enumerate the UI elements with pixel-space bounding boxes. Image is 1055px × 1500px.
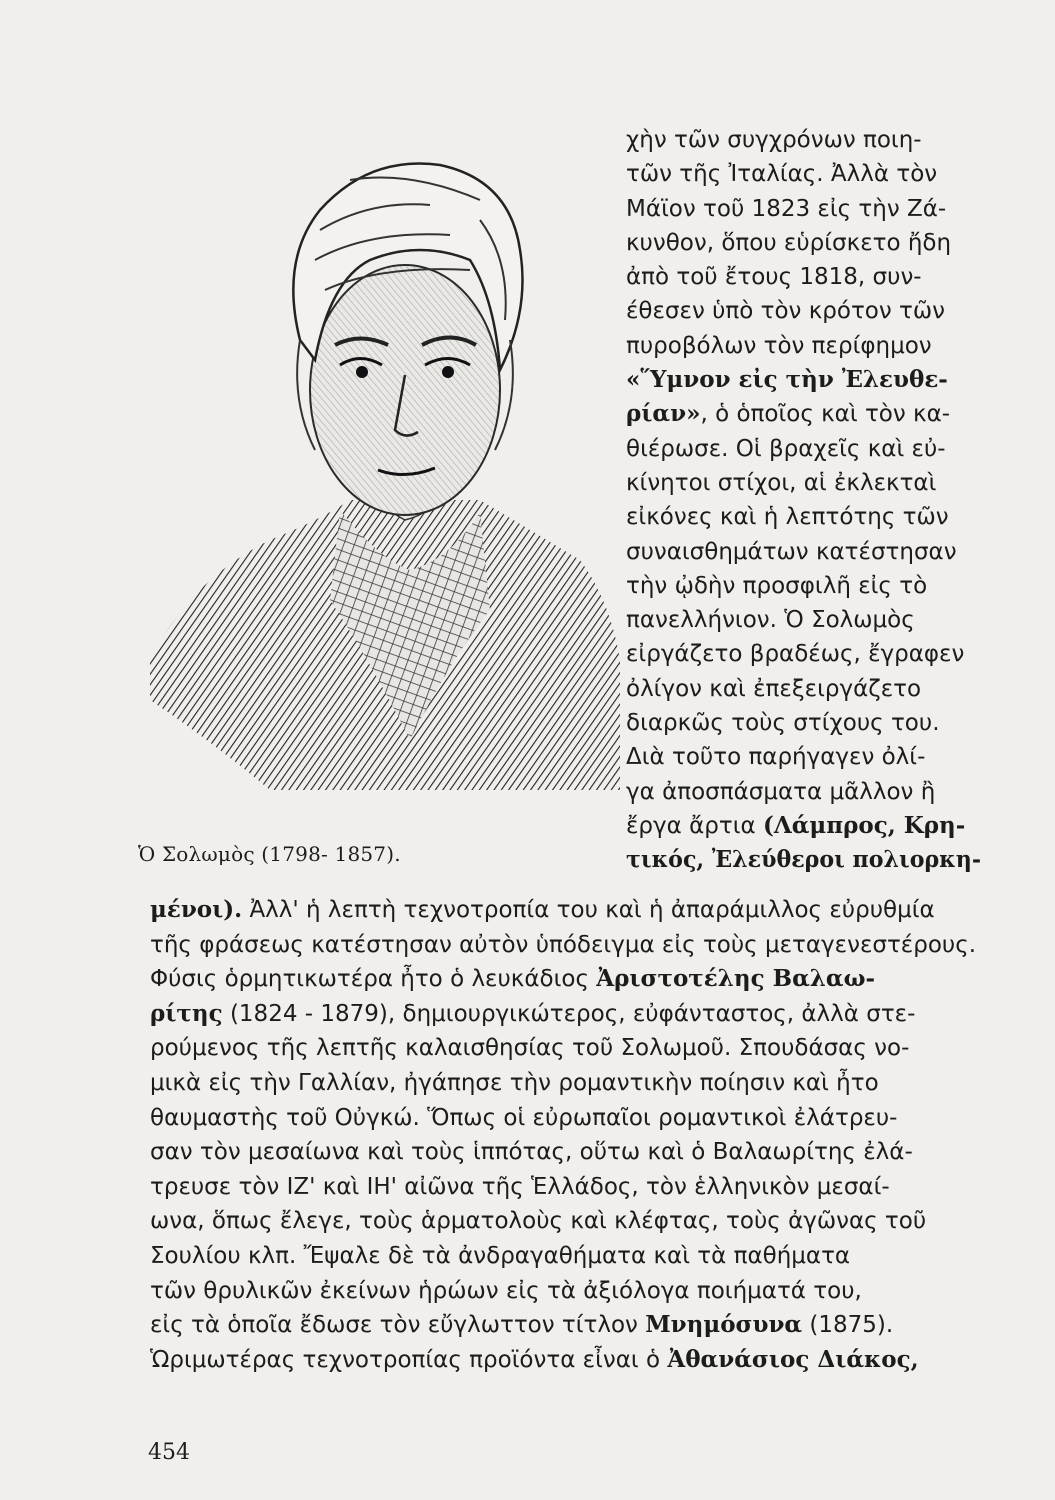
text-run: τρευσε τὸν ΙΖ' καὶ ΙΗ' αἰῶνα τῆς Ἑλλάδος, τὸν ἑλληνικὸν μεσαί- <box>150 1173 890 1200</box>
text-line <box>626 672 981 706</box>
text-run: (1824 - 1879), δημιουργικώτερος, εὐφάνταστος, ἀλλὰ στε- <box>222 1000 916 1027</box>
portrait-engraving <box>150 140 620 840</box>
text-run: ἀπὸ τοῦ ἔτους 1818, συν- <box>626 264 922 291</box>
full-width-text <box>150 893 982 1377</box>
text-line <box>626 535 981 569</box>
text-run: Διὰ τοῦτο παρήγαγεν ὀλί- <box>626 744 926 771</box>
text-line <box>626 432 981 466</box>
text-run: εἰργάζετο βραδέως, ἔγραφεν <box>626 641 965 668</box>
text-run: τῆς φράσεως κατέστησαν αὐτὸν ὑπόδειγμα εἰς τοὺς μεταγενεστέρους. <box>150 931 977 958</box>
text-line <box>150 1031 982 1066</box>
text-run: χὴν τῶν συγχρόνων ποιη- <box>626 127 922 153</box>
text-run: ὀλίγον καὶ ἐπεξειργάζετο <box>626 675 922 702</box>
text-run: διαρκῶς τοὺς στίχους του. <box>626 710 940 737</box>
text-run: Ἀλλ' ἡ λεπτὴ τεχνοτροπία του καὶ ἡ ἀπαράμιλλος εὐρυθμία <box>242 897 935 923</box>
text-line <box>626 294 981 328</box>
text-run: τὴν ᾠδὴν προσφιλῆ εἰς τὸ <box>626 572 928 599</box>
text-line <box>626 192 981 226</box>
bold-text: ρίτης <box>150 999 223 1027</box>
bold-text: τικός, Ἐλεύθεροι πολιορκη- <box>626 846 982 874</box>
text-run: μικὰ εἰς τὴν Γαλλίαν, ἠγάπησε τὴν ρομαντικὴν ποίησιν καὶ ἦτο <box>150 1069 879 1096</box>
text-line <box>626 843 982 877</box>
text-run: Σουλίου κλπ. Ἔψαλε δὲ τὰ ἀνδραγαθήματα καὶ τὰ παθήματα <box>150 1242 851 1269</box>
text-run: κίνητοι στίχοι, αἱ ἐκλεκταὶ <box>626 469 937 496</box>
text-run: γα ἀποσπάσματα μᾶλλον ἢ <box>626 778 936 805</box>
text-run: εἰς τὰ ὁποῖα ἔδωσε τὸν εὔγλωττον τίτλον <box>150 1312 646 1339</box>
text-line <box>626 706 981 740</box>
bold-text: ρίαν» <box>626 400 701 428</box>
text-run: Μάϊον τοῦ 1823 εἰς τὴν Ζά- <box>626 195 947 222</box>
right-column-text <box>626 123 981 878</box>
text-line <box>626 775 981 809</box>
bold-text: «Ὕμνον εἰς τὴν Ἐλευθε- <box>626 366 948 394</box>
text-run: ἔργα ἄρτια <box>626 812 763 839</box>
text-line <box>150 1135 982 1170</box>
text-line <box>150 1204 982 1239</box>
portrait-caption: Ὁ Σολωμὸς (1798- 1857). <box>138 842 401 866</box>
text-run: πανελλήνιον. Ὁ Σολωμὸς <box>626 607 915 634</box>
text-line <box>150 1274 982 1309</box>
text-line <box>626 740 981 774</box>
text-line <box>150 1170 982 1205</box>
text-run: θιέρωσε. Οἱ βραχεῖς καὶ εὐ- <box>626 435 946 462</box>
text-run: σαν τὸν μεσαίωνα καὶ τοὺς ἱππότας, οὕτω καὶ ὁ Βαλαωρίτης ἐλά- <box>150 1139 913 1166</box>
text-run: τῶν θρυλικῶν ἐκείνων ἡρώων εἰς τὰ ἀξιόλογα ποιήματά του, <box>150 1277 862 1304</box>
bold-text: Ἀριστοτέλης Βαλαω- <box>596 965 876 993</box>
text-run: πυροβόλων τὸν περίφημον <box>626 332 932 359</box>
text-line <box>626 123 981 157</box>
text-line <box>150 1343 982 1378</box>
text-run: εἰκόνες καὶ ἡ λεπτότης τῶν <box>626 504 949 531</box>
text-run: συναισθημάτων κατέστησαν <box>626 538 957 565</box>
text-line <box>150 1101 982 1136</box>
text-line <box>150 1308 982 1343</box>
bold-text: Μνημόσυνα <box>645 1311 803 1339</box>
bold-text: μένοι). <box>150 896 243 923</box>
text-line <box>626 329 981 363</box>
text-line <box>626 397 981 431</box>
text-run: Φύσις ὁρμητικωτέρα ἦτο ὁ λευκάδιος <box>150 966 597 993</box>
text-line <box>626 500 981 534</box>
text-line <box>150 1066 982 1101</box>
text-run: , ὁ ὁποῖος καὶ τὸν κα- <box>700 401 951 428</box>
text-line <box>626 226 981 260</box>
text-run: θαυμαστὴς τοῦ Οὐγκώ. Ὅπως οἱ εὐρωπαῖοι ρομαντικοὶ ἐλάτρευ- <box>150 1104 898 1131</box>
text-line <box>626 157 981 191</box>
text-line <box>150 928 982 963</box>
text-line <box>626 260 981 294</box>
text-line <box>150 997 982 1032</box>
text-run: κυνθον, ὅπου εὑρίσκετο ἤδη <box>626 229 952 256</box>
text-line <box>626 637 981 671</box>
text-line <box>626 603 981 637</box>
text-line <box>626 569 981 603</box>
text-line <box>150 962 982 997</box>
text-run: Ὡριμωτέρας τεχνοτροπίας προϊόντα εἶναι ὁ <box>150 1346 668 1373</box>
text-line <box>150 893 982 928</box>
page-number: 454 <box>148 1440 190 1465</box>
text-line <box>150 1239 982 1274</box>
text-run: ρούμενος τῆς λεπτῆς καλαισθησίας τοῦ Σολωμοῦ. Σπουδάσας νο- <box>150 1035 910 1062</box>
bold-text: (Λάμπρος, Κρη- <box>762 811 966 839</box>
bold-text: Ἀθανάσιος Διάκος, <box>667 1345 919 1373</box>
text-run: έθεσεν ὑπὸ τὸν κρότον τῶν <box>626 298 945 325</box>
text-line <box>626 363 981 397</box>
text-run: τῶν τῆς Ἰταλίας. Ἀλλὰ τὸν <box>626 161 938 188</box>
text-line <box>626 809 981 843</box>
text-run: (1875). <box>802 1312 894 1339</box>
text-run: ωνα, ὅπως ἔλεγε, τοὺς ἁρματολοὺς καὶ κλέφτας, τοὺς ἀγῶνας τοῦ <box>150 1208 927 1235</box>
text-line <box>626 466 981 500</box>
